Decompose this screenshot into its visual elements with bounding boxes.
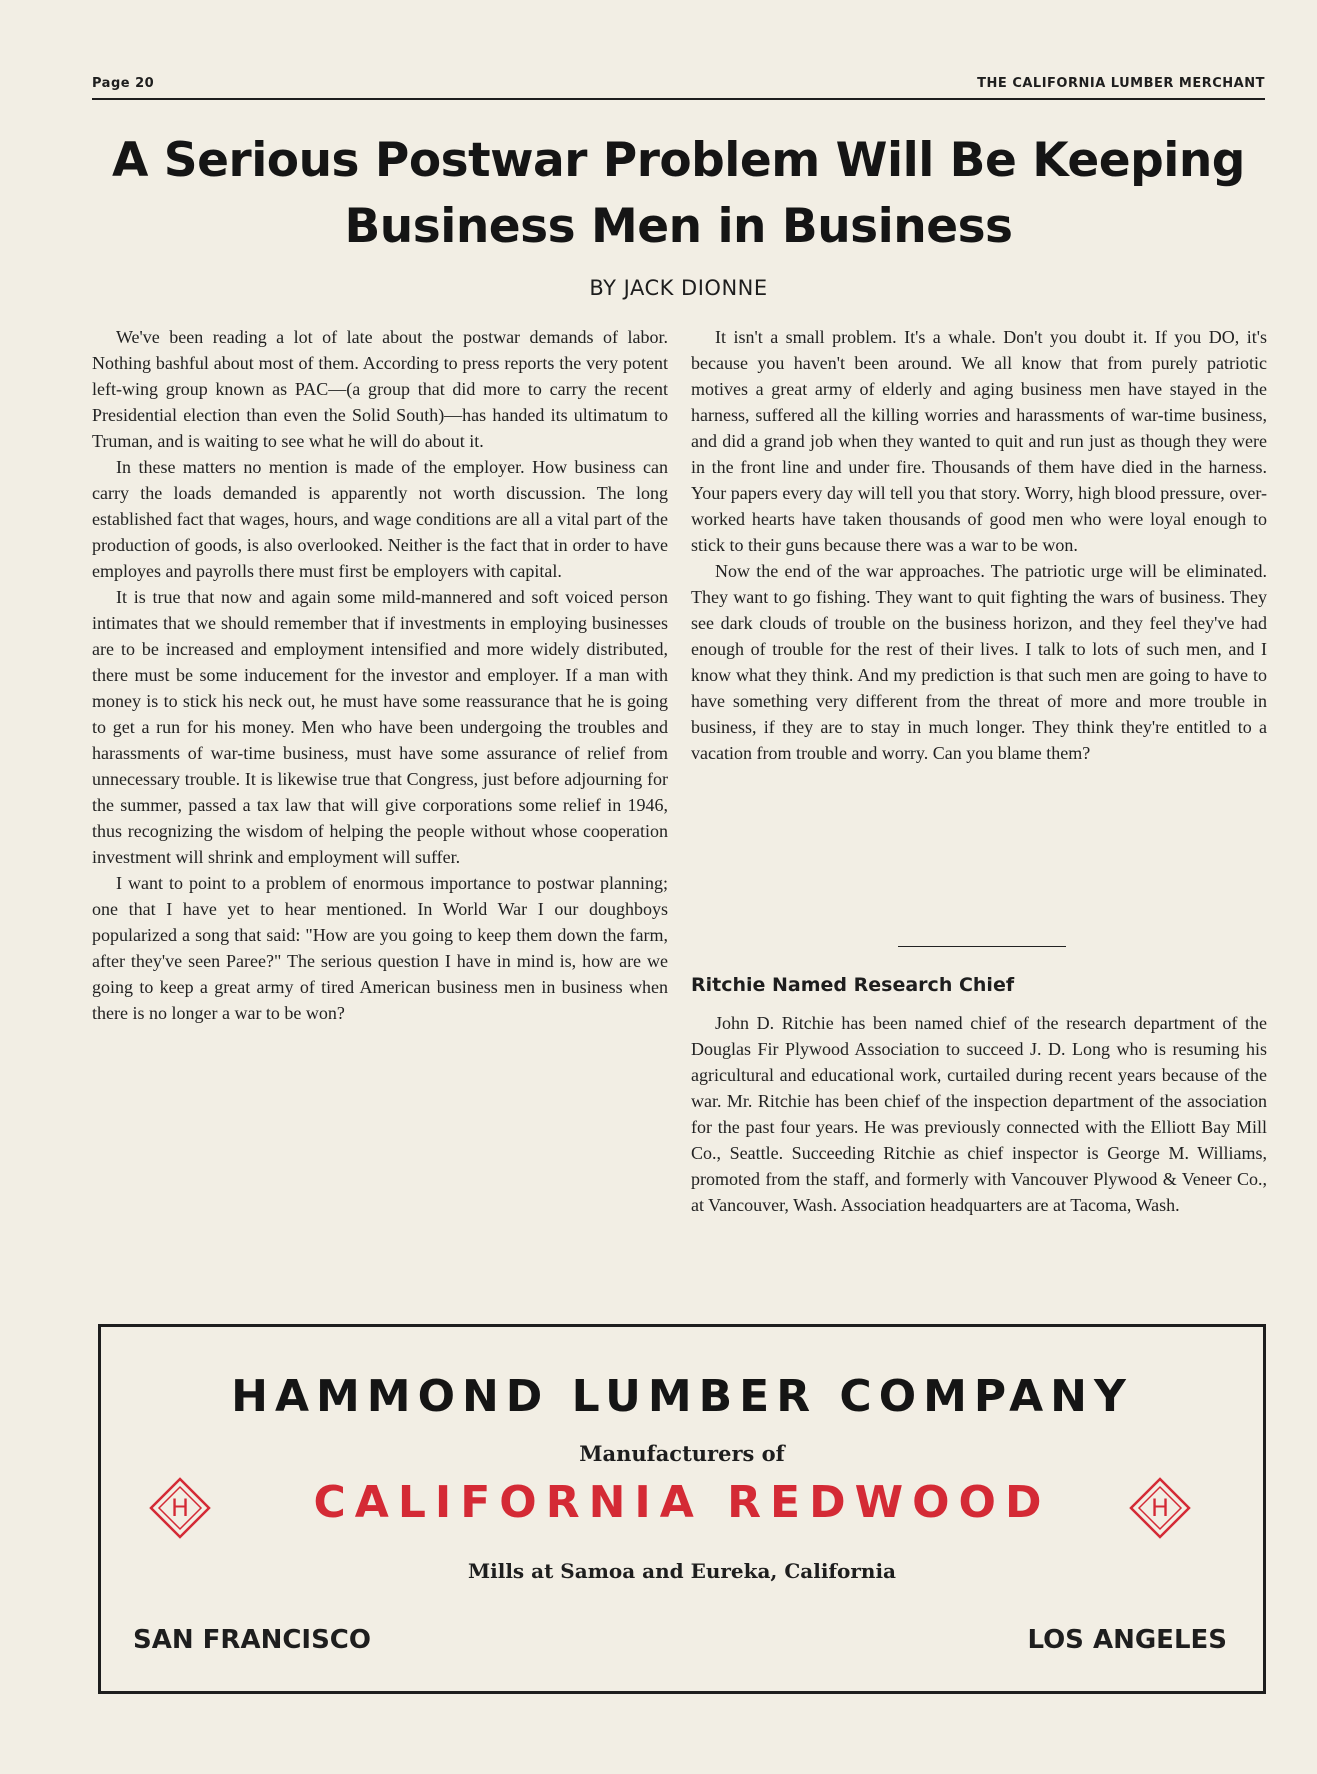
article-paragraph: We've been reading a lot of late about the postwar demands of labor. Nothing bashful about most of them. According to press reports the very potent left-wing group known as PAC—(a group that did more to carry the recent Presidential election than even the Solid South)—has handed its ultimatum to Truman, and is waiting to see what he will do about it. xyxy=(92,327,668,451)
article-paragraph: In these matters no mention is made of the employer. How business can carry the loads demanded is apparently not worth discussion. The long established fact that wages, hours, and wage conditions are all a vital part of the production of goods, is also overlooked. Neither is the fact that in order to have employes and payrolls there must first be employers with capital. xyxy=(92,457,668,581)
ad-tagline: Manufacturers of xyxy=(579,1441,785,1466)
section-divider xyxy=(898,946,1066,947)
news-item-body: John D. Ritchie has been named chief of the research department of the Douglas Fir Plywood Association to succeed J. D. Long who is resuming his agricultural and educational work, curtailed during recent years because of the war. Mr. Ritchie has been chief of the inspection department of the association for the past four years. He was previously connected with the Elliott Bay Mill Co., Seattle. Succeeding Ritchie as chief inspector is George M. Williams, promoted from the staff, and formerly with Vancouver Plywood & Veneer Co., at Vancouver, Wash. Association headquarters are at Tacoma, Wash. xyxy=(691,1013,1267,1215)
ad-mills-location: Mills at Samoa and Eureka, California xyxy=(467,1559,897,1583)
advertisement xyxy=(98,1324,1266,1694)
news-item-heading: Ritchie Named Research Chief xyxy=(691,974,1015,996)
article-byline: BY JACK DIONNE xyxy=(589,276,768,300)
article-paragraph: Now the end of the war approaches. The patriotic urge will be eliminated. They want to go fishing. They want to quit fighting the wars of business. They see dark clouds of trouble on the business horizon, and they feel they've had enough of trouble for the rest of their lives. I talk to lots of such men, and I know what they think. And my prediction is that such men are going to have to have something very different from the threat of more and more trouble in business, if they are to stay in much longer. They think they're entitled to a vacation from trouble and worry. Can you blame them? xyxy=(691,561,1267,763)
ad-product-name: CALIFORNIA REDWOOD xyxy=(313,1477,1051,1528)
headline-line-1: A Serious Postwar Problem Will Be Keeping xyxy=(112,133,1245,188)
logo-letter: H xyxy=(170,1494,190,1522)
article-paragraph: I want to point to a problem of enormous importance to postwar planning; one that I have yet to hear mentioned. In World War I our doughboys popularized a song that said: "How are you going to keep them down the farm, after they've seen Paree?" The serious question I have in mind is, how are we going to keep a great army of tired American business men in business when there is no longer a war to be won? xyxy=(92,873,668,1023)
ad-company-name: HAMMOND LUMBER COMPANY xyxy=(231,1371,1133,1422)
ad-city-los-angeles: LOS ANGELES xyxy=(1027,1625,1227,1655)
page-number: Page 20 xyxy=(92,76,155,91)
article-column-left xyxy=(92,324,668,1026)
article-headline xyxy=(92,128,1265,260)
diamond-h-logo-icon xyxy=(1129,1477,1191,1539)
ad-city-san-francisco: SAN FRANCISCO xyxy=(133,1625,371,1655)
running-header xyxy=(92,72,1265,100)
logo-letter: H xyxy=(1150,1494,1170,1522)
news-item-column xyxy=(691,1010,1267,1218)
publication-title: THE CALIFORNIA LUMBER MERCHANT xyxy=(977,76,1265,91)
article-paragraph: It is true that now and again some mild-mannered and soft voiced person intimates that we should remember that if investments in employing businesses are to be increased and employment intensified and more widely distributed, there must be some inducement for the investor and employer. If a man with money is to stick his neck out, he must have some reassurance that he is going to get a run for his money. Men who have been undergoing the troubles and harassments of war-time business, must have some assurance of relief from unnecessary trouble. It is likewise true that Congress, just before adjourning for the summer, passed a tax law that will give corporations some relief in 1946, thus recognizing the wisdom of helping the people without whose cooperation investment will shrink and employment will suffer. xyxy=(92,587,668,867)
article-column-right xyxy=(691,324,1267,766)
article-paragraph: It isn't a small problem. It's a whale. Don't you doubt it. If you DO, it's because you haven't been around. We all know that from purely patriotic motives a great army of elderly and aging business men have stayed in the harness, suffered all the killing worries and harassments of war-time business, and did a grand job when they wanted to quit and run just as though they were in the front line and under fire. Thousands of them have died in the harness. Your papers every day will tell you that story. Worry, high blood pressure, over-worked hearts have taken thousands of good men who were loyal enough to stick to their guns because there was a war to be won. xyxy=(691,327,1267,555)
headline-line-2: Business Men in Business xyxy=(344,199,1013,254)
